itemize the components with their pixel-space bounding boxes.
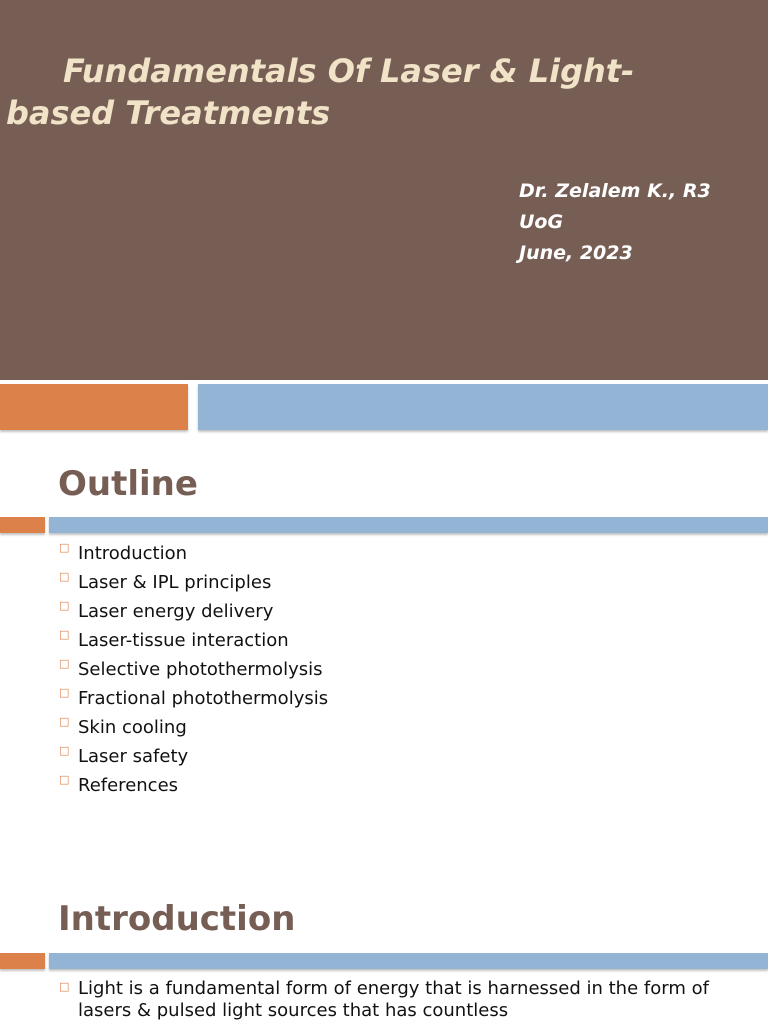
presentation-title [6, 50, 746, 134]
hollow-square-bullet-icon: □ [59, 570, 70, 583]
introduction-list [56, 978, 718, 1022]
list-item [56, 539, 328, 568]
list-item [56, 684, 328, 713]
title-line-1: Fundamentals Of Laser & Light- [63, 52, 635, 90]
list-item-text: Laser-tissue interaction [78, 630, 289, 651]
title-slide [0, 0, 768, 380]
hollow-square-bullet-icon: □ [59, 599, 70, 612]
list-item-text: Skin cooling [78, 717, 187, 738]
title-orange-bar [0, 384, 188, 430]
list-item [56, 626, 328, 655]
list-item [56, 713, 328, 742]
list-item-text: Introduction [78, 543, 188, 564]
list-item [56, 978, 718, 1022]
introduction-orange-bar [0, 953, 45, 969]
list-item [56, 597, 328, 626]
hollow-square-bullet-icon: □ [59, 773, 70, 786]
list-item-text: Selective photothermolysis [78, 659, 323, 680]
author-block [519, 176, 711, 269]
introduction-heading: Introduction [58, 899, 296, 939]
list-item [56, 742, 328, 771]
author-name: Dr. Zelalem K., R3 [519, 180, 711, 202]
hollow-square-bullet-icon: □ [59, 686, 70, 699]
introduction-blue-bar [49, 953, 768, 969]
outline-accent-bars [0, 517, 768, 535]
hollow-square-bullet-icon: □ [59, 657, 70, 670]
hollow-square-bullet-icon: □ [59, 541, 70, 554]
list-item-text: Laser energy delivery [78, 601, 274, 622]
list-item-text: Light is a fundamental form of energy that is harnessed in the form of lasers & pulsed light sources that has countless [78, 978, 709, 1021]
hollow-square-bullet-icon: □ [59, 744, 70, 757]
hollow-square-bullet-icon: □ [59, 980, 70, 993]
list-item [56, 655, 328, 684]
title-accent-bars [0, 384, 768, 432]
list-item-text: References [78, 775, 179, 796]
outline-heading: Outline [58, 464, 198, 504]
title-line-2: based Treatments [6, 94, 331, 132]
outline-list [56, 539, 328, 800]
list-item [56, 771, 328, 800]
list-item-text: Laser safety [78, 746, 189, 767]
introduction-accent-bars [0, 953, 768, 971]
hollow-square-bullet-icon: □ [59, 715, 70, 728]
hollow-square-bullet-icon: □ [59, 628, 70, 641]
presentation-date: June, 2023 [519, 242, 633, 264]
author-institution: UoG [519, 211, 564, 233]
list-item-text: Laser & IPL principles [78, 572, 272, 593]
outline-orange-bar [0, 517, 45, 533]
outline-blue-bar [49, 517, 768, 533]
list-item-text: Fractional photothermolysis [78, 688, 329, 709]
title-blue-bar [198, 384, 768, 430]
list-item [56, 568, 328, 597]
